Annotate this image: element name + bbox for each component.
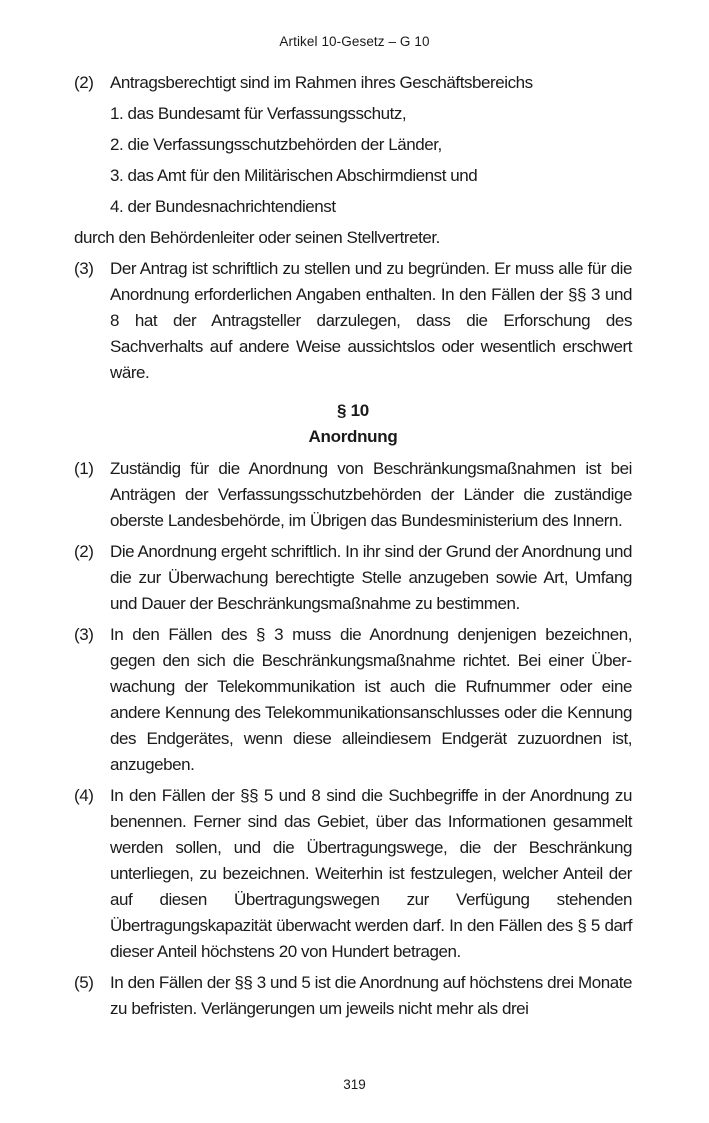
body-text xyxy=(74,70,632,1027)
page-number: 319 xyxy=(343,1077,366,1092)
paragraph-3 xyxy=(74,256,632,386)
paragraph-text: Zuständig für die Anordnung von Beschränkungsmaßnahmen ist bei Anträgen der Verfassungsschutzbehörden der Länder die zuständige oberste Landesbehörde, im Übrigen das Bundesministerium des Innern. xyxy=(110,459,632,530)
paragraph-text: In den Fällen des § 3 muss die Anordnung denjenigen bezeichnen, gegen den sich die Beschränkungsmaßnahme richtet. Bei einer Überwachung der Telekommunikation ist auch die Rufnummer oder eine andere Kennung des Telekommunikationsanschlusses oder die Kennung des Endgerätes, wenn diese alleindiesem Endgerät zuzuordnen ist, anzugeben. xyxy=(110,625,632,774)
paragraph-text: In den Fällen der §§ 3 und 5 ist die Anordnung auf höchstens drei Monate zu befristen. Verlängerungen um jeweils nicht mehr als drei xyxy=(110,973,632,1018)
paragraph-number: (1) xyxy=(74,459,94,478)
section-title: Anordnung xyxy=(308,427,398,446)
section-number: § 10 xyxy=(337,401,369,420)
paragraph-number: (3) xyxy=(74,259,94,278)
section-paragraph-3 xyxy=(74,622,632,778)
paragraph-text: Antragsberechtigt sind im Rahmen ihres Geschäftsbereichs xyxy=(110,73,533,92)
list-item-2: 2. die Verfassungsschutzbehörden der Länder, xyxy=(110,135,442,154)
paragraph-text: Der Antrag ist schriftlich zu stellen und zu begründen. Er muss alle für die Anordnung erforderlichen Angaben enthalten. In den Fällen der §§ 3 und 8 hat der Antragsteller darzulegen, dass die Erforschung des Sachverhalts auf andere Weise aussichtslos oder wesentlich erschwert wäre. xyxy=(110,259,632,382)
paragraph-text: Die Anordnung ergeht schriftlich. In ihr sind der Grund der Anordnung und die zur Überwachung berechtigte Stelle anzugeben sowie Art, Umfang und Dauer der Beschränkungsmaßnahme zu bestimmen. xyxy=(110,542,632,613)
paragraph-number: (2) xyxy=(74,542,94,561)
paragraph-number: (4) xyxy=(74,786,94,805)
paragraph-number: (3) xyxy=(74,625,94,644)
running-header: Artikel 10-Gesetz – G 10 xyxy=(279,34,430,49)
section-paragraph-1 xyxy=(74,456,632,534)
paragraph-number: (5) xyxy=(74,973,94,992)
list-item-4: 4. der Bundesnachrichtendienst xyxy=(110,197,336,216)
section-paragraph-5 xyxy=(74,970,632,1022)
paragraph-continuation: durch den Behördenleiter oder seinen Stellvertreter. xyxy=(74,228,440,247)
paragraph-2 xyxy=(74,70,632,96)
paragraph-number: (2) xyxy=(74,73,94,92)
paragraph-text: In den Fällen der §§ 5 und 8 sind die Suchbegriffe in der Anordnung zu benennen. Ferner sind das Gebiet, über das Informationen gesammelt werden sollen, und die Übertragungswege, die der Beschränkung unterliegen, zu bezeichnen. Weiterhin ist festzulegen, welcher Anteil der auf diesen Übertragungswegen zur Verfügung stehenden Übertragungskapazität überwacht werden darf. In den Fällen des § 5 darf dieser Anteil höchstens 20 von Hundert betragen. xyxy=(110,786,632,961)
section-paragraph-4 xyxy=(74,783,632,965)
section-paragraph-2 xyxy=(74,539,632,617)
list-item-1: 1. das Bundesamt für Verfassungsschutz, xyxy=(110,104,407,123)
list-item-3: 3. das Amt für den Militärischen Abschirmdienst und xyxy=(110,166,478,185)
